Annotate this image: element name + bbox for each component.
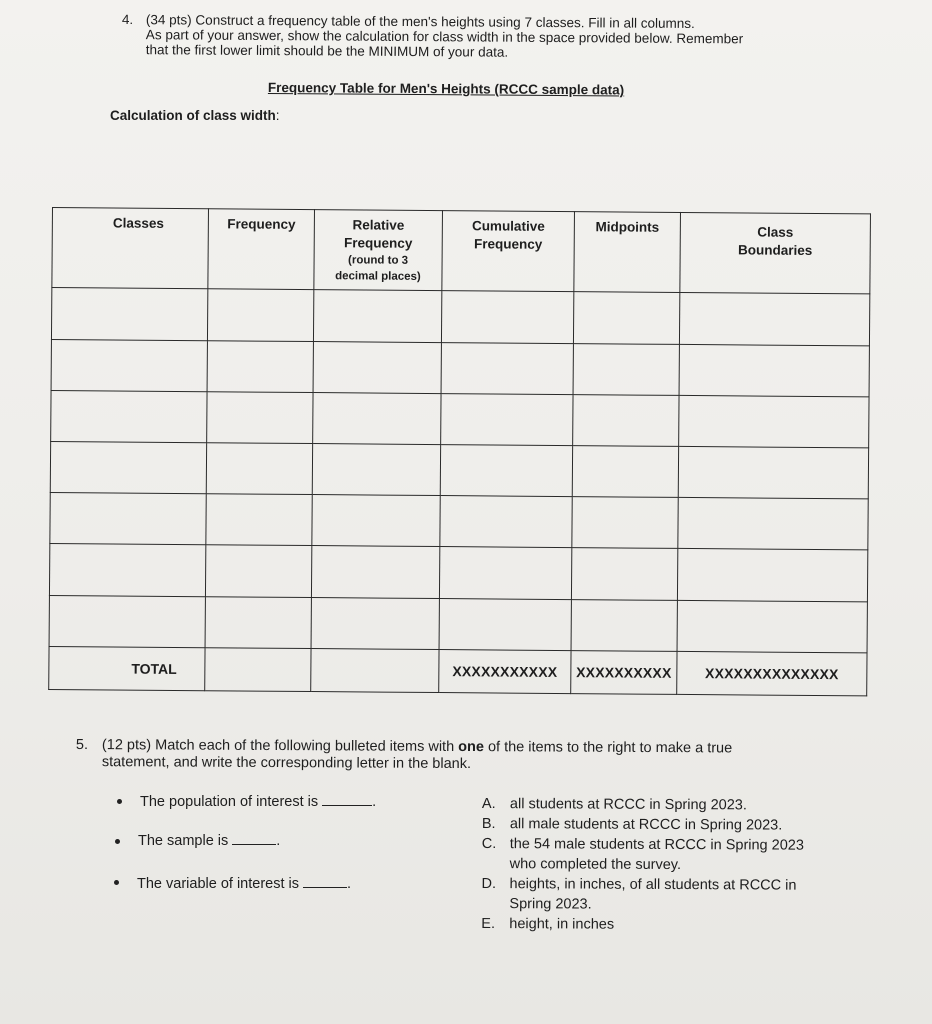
boundary-cell[interactable] — [679, 344, 869, 397]
option-d-text-2: Spring 2023. — [509, 896, 592, 913]
option-d-letter: D. — [481, 875, 497, 893]
midpoint-cell[interactable] — [573, 343, 679, 395]
class-width-label — [110, 108, 280, 123]
bullet-population-text: The population of interest is — [140, 794, 319, 810]
option-e-letter: E. — [481, 915, 496, 933]
midpoint-cell[interactable] — [573, 292, 679, 344]
midpoint-cell[interactable] — [573, 394, 679, 446]
bullet-variable — [137, 874, 351, 892]
boundary-cell[interactable] — [679, 395, 869, 448]
question-4-line-2: As part of your answer, show the calculation for class width in the space provided below. Remember — [145, 27, 744, 47]
class-cell[interactable] — [50, 441, 206, 493]
total-label: TOTAL — [49, 646, 205, 690]
answer-options — [481, 794, 882, 936]
class-width-label-colon: : — [275, 108, 280, 123]
header-relative-line-1: Relative — [352, 217, 405, 233]
header-frequency-text: Frequency — [227, 216, 296, 232]
midpoint-cell[interactable] — [571, 548, 677, 600]
option-b-letter: B. — [481, 815, 496, 833]
class-cell[interactable] — [51, 339, 207, 391]
option-a — [482, 794, 882, 816]
option-c-letter: C. — [481, 835, 497, 853]
question-4-line-1: (34 pts) Construct a frequency table of the men's heights using 7 classes. Fill in all columns. — [145, 12, 695, 31]
bullet-population-end: . — [372, 794, 377, 810]
frequency-table — [48, 207, 870, 696]
bullet-dot — [114, 880, 119, 885]
boundary-cell[interactable] — [678, 498, 868, 551]
header-classes-text: Classes — [112, 215, 164, 231]
header-boundaries-line-1: Class — [757, 224, 794, 240]
question-4-number: 4. — [121, 12, 134, 28]
option-e — [481, 914, 881, 936]
table-header-row — [52, 208, 871, 295]
option-e-text: height, in inches — [509, 916, 615, 933]
header-boundaries-line-2: Boundaries — [737, 242, 813, 258]
class-cell[interactable] — [49, 595, 205, 647]
bullet-sample-end: . — [276, 833, 281, 849]
header-classes — [52, 208, 209, 290]
question-5 — [75, 736, 866, 773]
table-row — [49, 595, 867, 653]
cumulative-frequency-cell[interactable] — [441, 393, 573, 445]
frequency-cell[interactable] — [207, 340, 313, 392]
header-relative-note-1: (round to 3 — [348, 254, 409, 267]
total-midpoints-crossed: XXXXXXXXXX — [571, 650, 677, 694]
option-b — [482, 814, 882, 836]
frequency-cell[interactable] — [207, 289, 313, 341]
cumulative-frequency-cell[interactable] — [441, 342, 573, 394]
bullet-variable-text: The variable of interest is — [137, 876, 299, 892]
option-d-text-1: heights, in inches, of all students at RCCC in — [509, 876, 797, 894]
frequency-cell[interactable] — [206, 443, 312, 495]
question-5-line-2: statement, and write the corresponding letter in the blank. — [101, 754, 472, 773]
question-5-line-1-pre: (12 pts) Match each of the following bulleted items with — [101, 737, 459, 756]
bullet-dot — [115, 839, 120, 844]
boundary-cell[interactable] — [679, 293, 869, 346]
header-relative-frequency — [314, 210, 443, 291]
frequency-cell[interactable] — [205, 596, 311, 648]
option-a-letter: A. — [481, 796, 496, 813]
relative-frequency-cell[interactable] — [312, 495, 440, 547]
header-midpoints-text: Midpoints — [595, 219, 660, 235]
bullet-sample-text: The sample is — [138, 833, 229, 849]
boundary-cell[interactable] — [677, 549, 867, 602]
total-frequency-cell[interactable] — [205, 647, 311, 691]
table-row — [50, 493, 868, 551]
table-row — [51, 390, 869, 448]
class-cell[interactable] — [50, 493, 206, 545]
option-d — [481, 874, 881, 916]
option-c-text-1: the 54 male students at RCCC in Spring 2023 — [509, 836, 804, 854]
header-relative-line-2: Frequency — [344, 235, 413, 251]
cumulative-frequency-cell[interactable] — [441, 291, 573, 343]
frequency-cell[interactable] — [207, 391, 313, 443]
option-c-text-2: who completed the survey. — [509, 856, 682, 874]
midpoint-cell[interactable] — [572, 446, 678, 498]
relative-frequency-cell[interactable] — [311, 597, 439, 649]
midpoint-cell[interactable] — [571, 599, 677, 651]
option-b-text: all male students at RCCC in Spring 2023. — [509, 816, 783, 834]
variable-answer-blank[interactable] — [303, 874, 347, 888]
table-row — [49, 544, 867, 602]
midpoint-cell[interactable] — [572, 497, 678, 549]
class-cell[interactable] — [51, 390, 207, 442]
option-c — [482, 834, 882, 876]
question-5-number: 5. — [75, 737, 89, 754]
total-relative-frequency-cell[interactable] — [311, 648, 439, 692]
table-row — [51, 339, 869, 397]
relative-frequency-cell[interactable] — [313, 392, 441, 444]
frequency-table-title: Frequency Table for Men's Heights (RCCC sample data) — [267, 80, 625, 98]
bullet-variable-end: . — [347, 876, 352, 892]
question-4-line-3: that the first lower limit should be the MINIMUM of your data. — [145, 42, 509, 60]
boundary-cell[interactable] — [677, 600, 867, 653]
header-cumulative-frequency — [442, 211, 575, 292]
header-cumulative-line-1: Cumulative — [471, 218, 545, 234]
question-5-emphasis: one — [458, 739, 485, 756]
population-answer-blank[interactable] — [322, 792, 372, 806]
sample-answer-blank[interactable] — [232, 831, 276, 845]
relative-frequency-cell[interactable] — [313, 290, 441, 342]
question-5-line-1-post: of the items to the right to make a true — [483, 739, 733, 757]
bullet-population — [140, 792, 376, 810]
header-frequency — [208, 209, 315, 290]
cumulative-frequency-cell[interactable] — [440, 496, 572, 548]
table-row — [51, 288, 869, 346]
class-width-label-text: Calculation of class width — [110, 108, 276, 123]
header-class-boundaries — [680, 212, 871, 294]
header-cumulative-line-2: Frequency — [474, 236, 543, 252]
table-total-row — [49, 646, 867, 696]
total-boundaries-crossed: XXXXXXXXXXXXXX — [677, 651, 867, 696]
bullet-dot — [117, 799, 122, 804]
relative-frequency-cell[interactable] — [313, 341, 441, 393]
total-cumulative-crossed: XXXXXXXXXXX — [439, 649, 571, 693]
frequency-cell[interactable] — [206, 494, 312, 546]
table-row — [50, 441, 868, 499]
option-a-text: all students at RCCC in Spring 2023. — [509, 796, 747, 814]
boundary-cell[interactable] — [678, 446, 868, 499]
cumulative-frequency-cell[interactable] — [439, 598, 571, 650]
cumulative-frequency-cell[interactable] — [440, 444, 572, 496]
frequency-cell[interactable] — [205, 545, 311, 597]
bullet-sample — [138, 831, 280, 849]
question-4 — [121, 12, 822, 60]
cumulative-frequency-cell[interactable] — [439, 547, 571, 599]
class-cell[interactable] — [49, 544, 205, 596]
header-midpoints — [574, 212, 681, 293]
header-relative-note-2: decimal places) — [335, 270, 421, 283]
relative-frequency-cell[interactable] — [312, 443, 440, 495]
class-cell[interactable] — [51, 288, 207, 340]
relative-frequency-cell[interactable] — [311, 546, 439, 598]
